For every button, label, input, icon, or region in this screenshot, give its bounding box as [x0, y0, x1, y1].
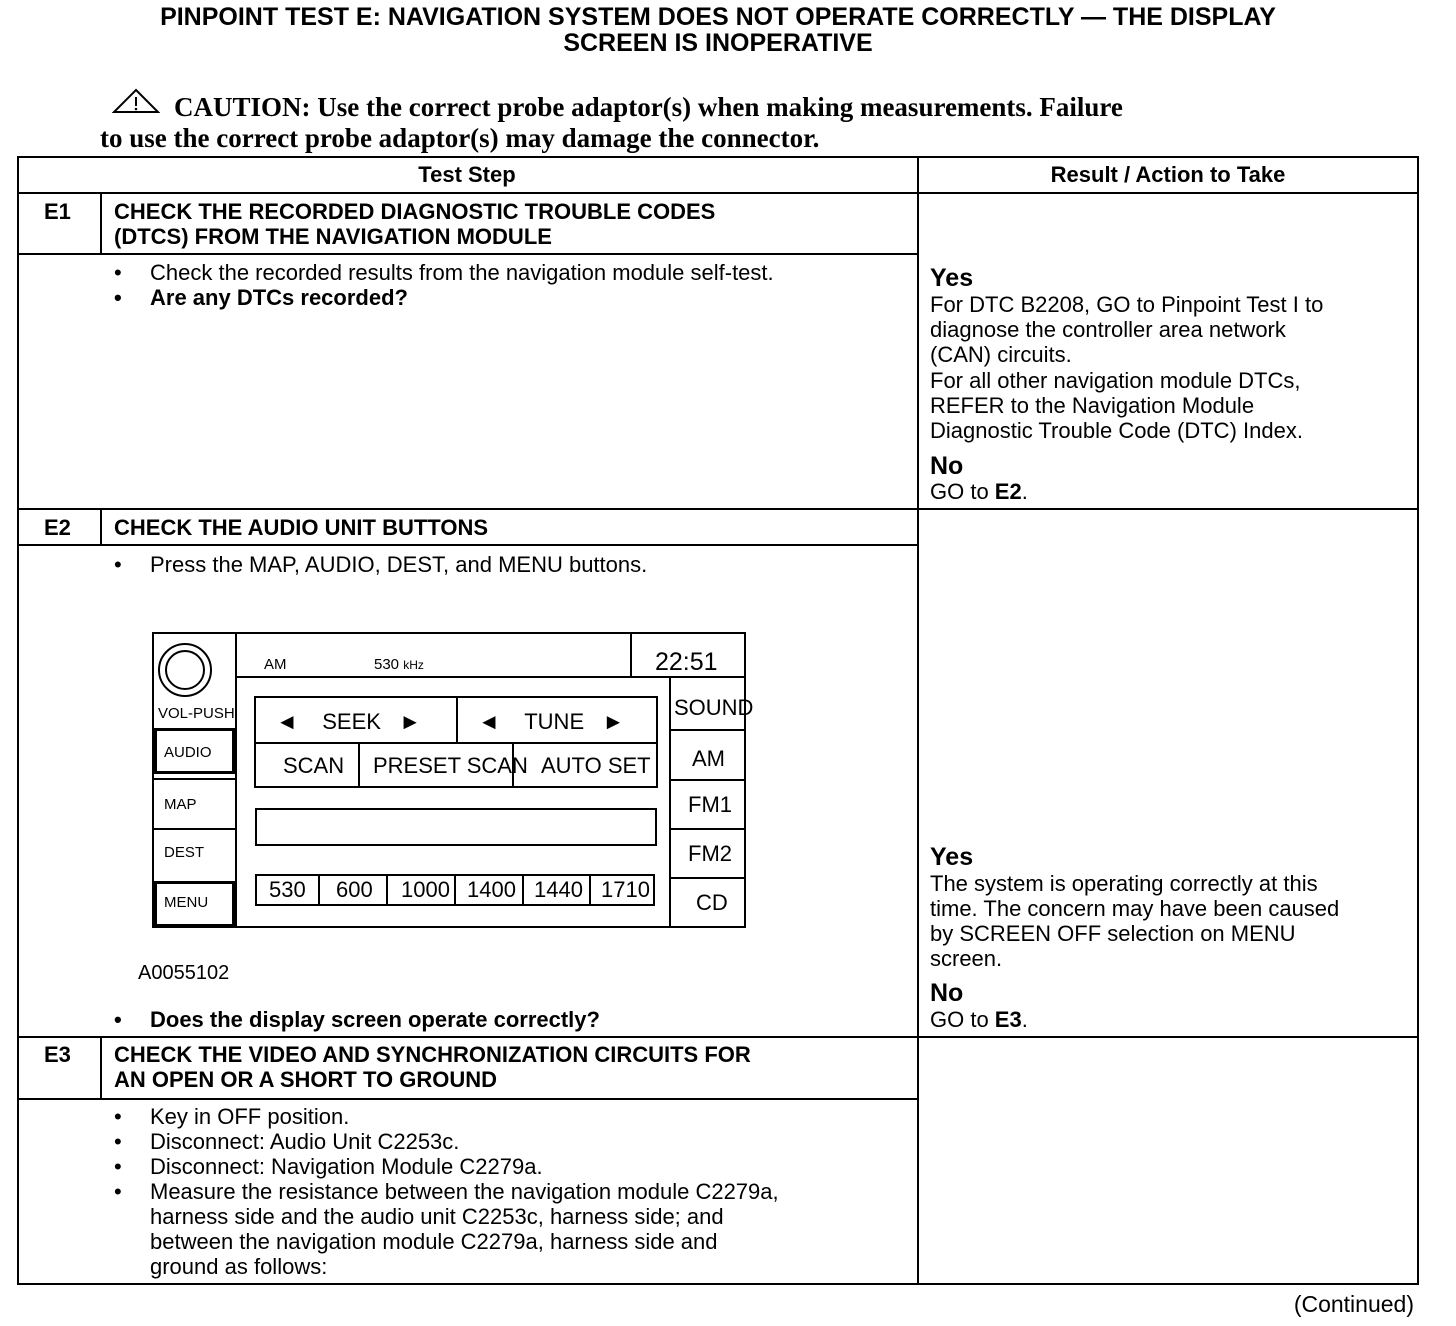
- preset-button[interactable]: 1000: [401, 877, 450, 902]
- result-yes-label: Yes: [930, 843, 974, 871]
- result-text: Diagnostic Trouble Code (DTC) Index.: [930, 418, 1303, 443]
- sound-button[interactable]: SOUND: [674, 695, 754, 720]
- preset-button[interactable]: 1440: [534, 877, 583, 902]
- scan-button[interactable]: SCAN: [283, 753, 345, 778]
- link-e3[interactable]: E3: [994, 1007, 1022, 1032]
- map-button[interactable]: MAP: [164, 796, 197, 813]
- preset-button[interactable]: 1400: [467, 877, 516, 902]
- tune-button[interactable]: ◄ TUNE ►: [478, 709, 625, 734]
- header-test-step: Test Step: [418, 162, 516, 187]
- continued-label: (Continued): [1293, 1291, 1414, 1317]
- link-e2[interactable]: E2: [994, 479, 1022, 504]
- frequency-display: 530 kHz: [374, 656, 424, 673]
- auto-set-button[interactable]: AUTO SET: [541, 753, 651, 778]
- page-title-line1: PINPOINT TEST E: NAVIGATION SYSTEM DOES NOT OPERATE CORRECTLY — THE DISPLAY: [160, 3, 1276, 31]
- preset-button[interactable]: 530: [269, 877, 306, 902]
- result-yes-label: Yes: [930, 264, 974, 292]
- caution-notice: [100, 88, 1300, 154]
- am-button[interactable]: AM: [692, 746, 725, 771]
- result-text: time. The concern may have been caused: [930, 896, 1340, 921]
- result-text: (CAN) circuits.: [930, 342, 1072, 367]
- caution-line1: CAUTION: Use the correct probe adaptor(s) when making measurements. Failure: [174, 92, 1123, 122]
- step-title-e3-line1: CHECK THE VIDEO AND SYNCHRONIZATION CIRCUITS FOR: [114, 1042, 751, 1067]
- step-title-e1-line1: CHECK THE RECORDED DIAGNOSTIC TROUBLE CODES: [114, 199, 716, 224]
- figure-id: A0055102: [138, 962, 230, 984]
- result-text: The system is operating correctly at this: [930, 871, 1318, 896]
- volume-knob[interactable]: [157, 642, 213, 698]
- preset-button[interactable]: 1710: [601, 877, 650, 902]
- pinpoint-test-table: Test Step Result / Action to Take E1 CHECK THE RECORDED DIAGNOSTIC TROUBLE CODES (DTCS) FROM THE NAVIGATION MODULE • Check the recorded results from the navigation module self-test. • Are any DTCs recorded? Yes For DTC B2208, GO to Pinpoint Test I to diagnose the controller area network (CAN) circuits. For all other navigation module DTCs, REFER to the Navigation Module Diagnostic Trouble Code (DTC) Index. No GO to E2. E2 CHECK THE AUDIO UNIT BUTTONS • Press the MAP, AUDIO, DEST, and MENU buttons. • Does the display screen operate correctly? Yes The system is operating correctly at this time. The concern may have been caused by SCREEN OFF selection on MENU screen. No GO to E3. E3 CHECK THE VIDEO AND SYNCHRONIZATION CIRCUITS FOR AN OPEN OR A SHORT TO GROUND • Key in OFF position. • Disconnect: Audio Unit C2253c. • Disconnect: Navigation Module C2279a. • Measure the resistance between the navigation module C2279a, harness side and the audio unit C2253c, harness side; and between the navigation module C2279a, harness side and ground as follows:: [17, 156, 1419, 1285]
- step-title-e3-line2: AN OPEN OR A SHORT TO GROUND: [114, 1067, 497, 1092]
- step-id-e2: E2: [44, 515, 71, 540]
- cd-button[interactable]: CD: [696, 890, 728, 915]
- result-text: For DTC B2208, GO to Pinpoint Test I to: [930, 292, 1324, 317]
- fm1-button[interactable]: FM1: [688, 792, 732, 817]
- audio-button-label: AUDIO: [164, 744, 212, 761]
- result-text: REFER to the Navigation Module: [930, 393, 1255, 418]
- step-title-e1-line2: (DTCS) FROM THE NAVIGATION MODULE: [114, 224, 552, 249]
- seek-button[interactable]: ◄ SEEK ►: [276, 709, 422, 734]
- dest-button[interactable]: DEST: [164, 844, 205, 861]
- result-text: screen.: [930, 946, 1003, 971]
- result-text: by SCREEN OFF selection on MENU: [930, 921, 1296, 946]
- result-text: For all other navigation module DTCs,: [930, 368, 1301, 393]
- page-title: [0, 4, 1436, 56]
- warning-triangle-icon: [112, 88, 160, 121]
- preset-scan-button[interactable]: PRESET SCAN: [373, 753, 528, 778]
- fm2-button[interactable]: FM2: [688, 841, 732, 866]
- status-bar: [235, 632, 632, 678]
- step-id-e1: E1: [44, 199, 71, 224]
- result-text: GO to E2.: [930, 479, 1028, 504]
- header-result-action: Result / Action to Take: [1050, 162, 1286, 187]
- step-id-e3: E3: [44, 1042, 71, 1067]
- text-display-area: [255, 808, 657, 846]
- clock-display: 22:51: [655, 648, 718, 676]
- page-title-line2: SCREEN IS INOPERATIVE: [563, 29, 873, 57]
- result-text: diagnose the controller area network: [930, 317, 1286, 342]
- preset-button[interactable]: 600: [336, 877, 373, 902]
- step-title-e2-line1: CHECK THE AUDIO UNIT BUTTONS: [114, 515, 488, 540]
- caution-line2: to use the correct probe adaptor(s) may damage the connector.: [100, 123, 820, 153]
- vol-push-label: VOL-PUSH: [158, 705, 235, 722]
- audio-unit-figure: [152, 632, 762, 932]
- menu-button-label: MENU: [164, 894, 209, 911]
- result-no-label: No: [930, 452, 964, 480]
- result-text: GO to E3.: [930, 1007, 1028, 1032]
- result-no-label: No: [930, 979, 964, 1007]
- band-indicator: AM: [264, 656, 287, 673]
